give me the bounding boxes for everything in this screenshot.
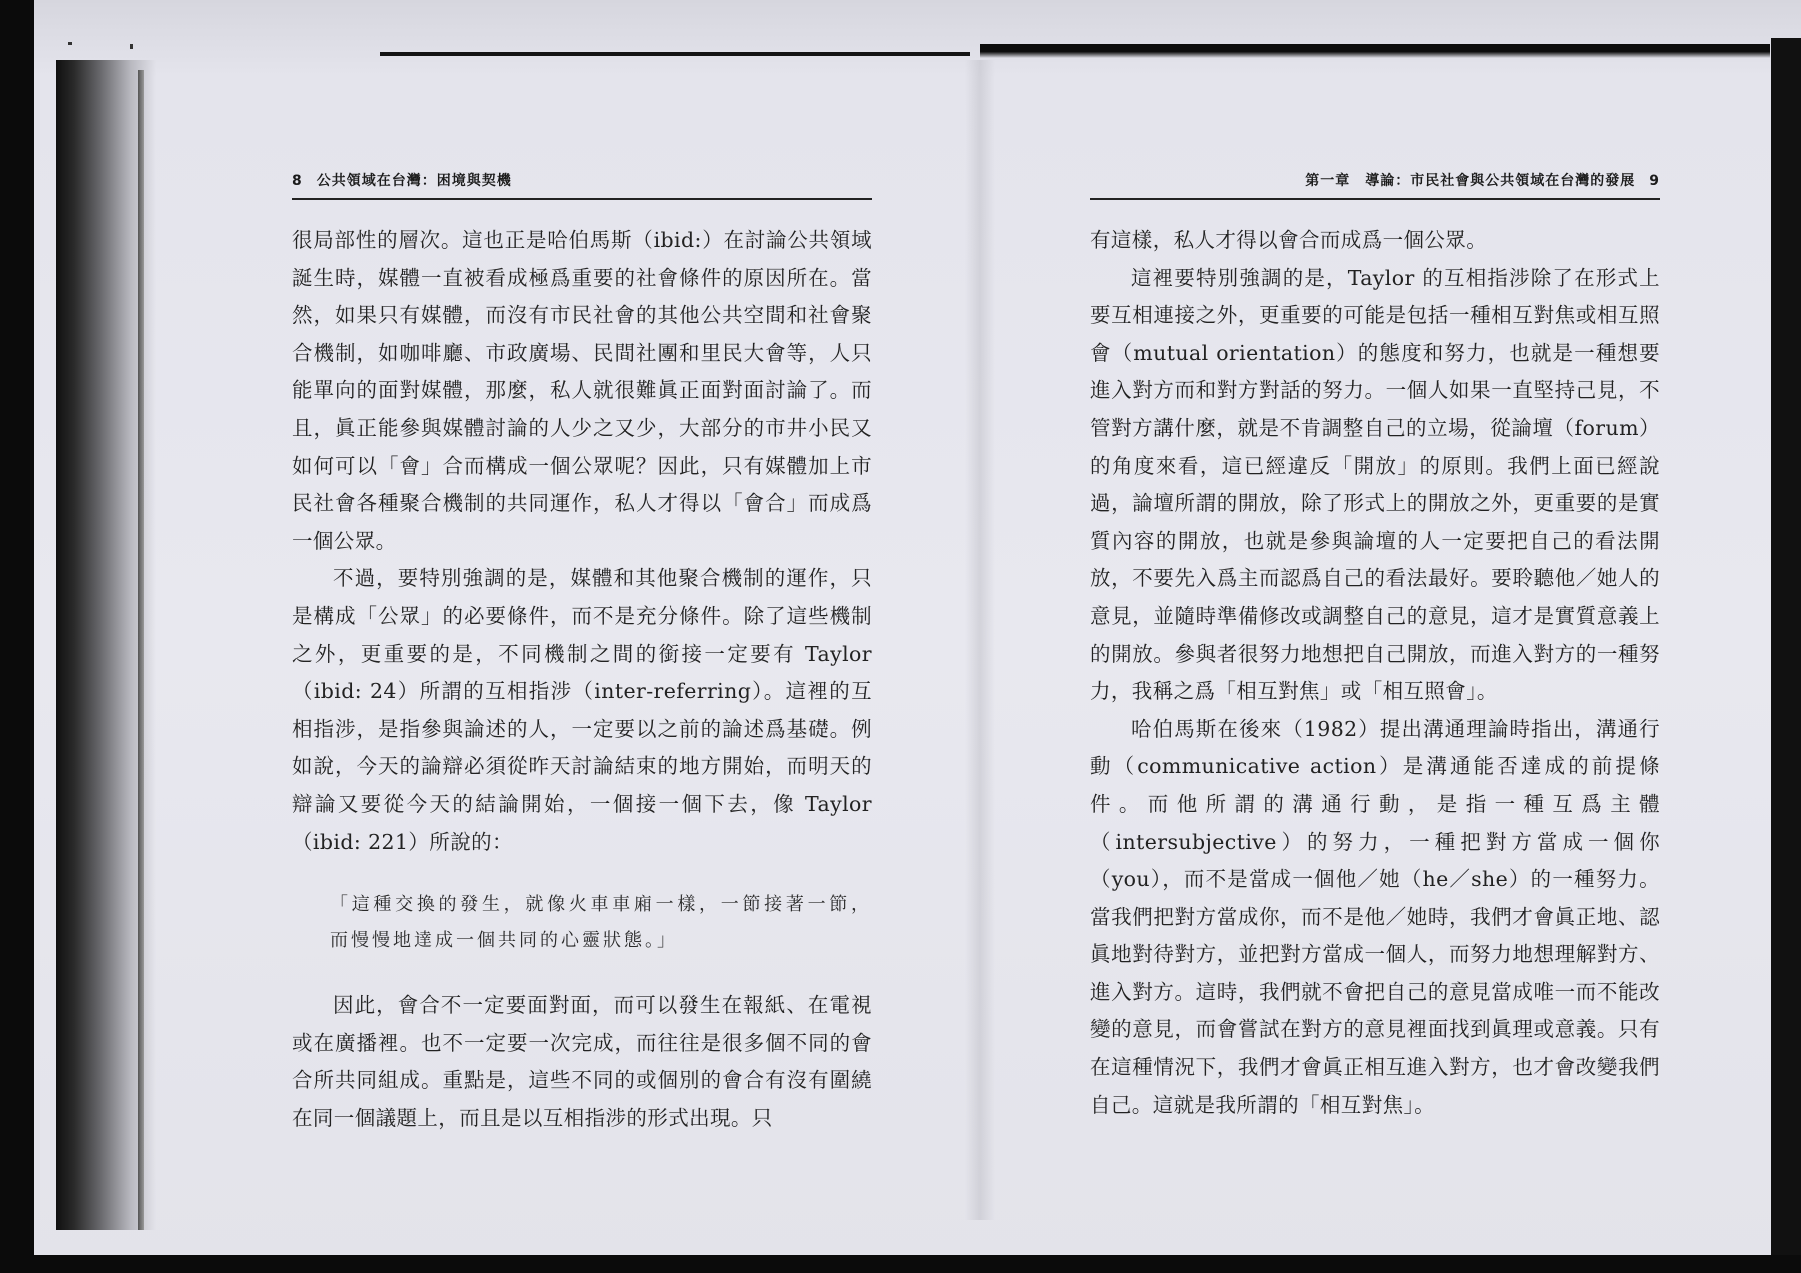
- left-page: [292, 170, 872, 1137]
- scan-border-right: [1771, 38, 1801, 1273]
- right-running-head: [1090, 170, 1660, 200]
- paragraph: 很局部性的層次。這也正是哈伯馬斯（ibid:）在討論公共領域誕生時，媒體一直被看成極爲重要的社會條件的原因所在。當然，如果只有媒體，而沒有市民社會的其他公共空間和社會聚合機制，如咖啡廳、市政廣場、民間社團和里民大會等，人只能單向的面對媒體，那麼，私人就很難眞正面對面討論了。而且，眞正能參與媒體討論的人少之又少，大部分的市井小民又如何可以「會」合而構成一個公眾呢？因此，只有媒體加上市民社會各種聚合機制的共同運作，私人才得以「會合」而成爲一個公眾。: [292, 228, 872, 553]
- paragraph: 這裡要特別強調的是，Taylor 的互相指涉除了在形式上要互相連接之外，更重要的可能是包括一種相互對焦或相互照會（mutual orientation）的態度和努力，也就是一種想要進入對方而和對方對話的努力。一個人如果一直堅持己見，不管對方講什麼，就是不肯調整自己的立場，從論壇（forum）的角度來看，這已經違反「開放」的原則。我們上面已經說過，論壇所謂的開放，除了形式上的開放之外，更重要的是實質內容的開放，也就是參與論壇的人一定要把自己的看法開放，不要先入爲主而認爲自己的看法最好。要聆聽他／她人的意見，並隨時準備修改或調整自己的意見，這才是實質意義上的開放。參與者很努力地想把自己開放，而進入對方的一種努力，我稱之爲「相互對焦」或「相互照會」。: [1090, 265, 1660, 704]
- left-body-text: [292, 222, 872, 1137]
- center-gutter: [965, 60, 995, 1220]
- right-page-number: 9: [1649, 173, 1660, 189]
- right-body-text: [1090, 222, 1660, 1124]
- right-running-title: 第一章 導論：市民社會與公共領域在台灣的發展: [1305, 173, 1636, 189]
- book-edge-line: [138, 70, 144, 1230]
- left-running-head: [292, 170, 872, 200]
- paragraph: 因此，會合不一定要面對面，而可以發生在報紙、在電視或在廣播裡。也不一定要一次完成，而往往是很多個不同的會合所共同組成。重點是，這些不同的或個別的會合有沒有圍繞在同一個議題上，而且是以互相指涉的形式出現。只: [292, 993, 872, 1130]
- right-page: [1090, 170, 1660, 1124]
- left-page-number: 8: [292, 173, 303, 189]
- paragraph: 不過，要特別強調的是，媒體和其他聚合機制的運作，只是構成「公眾」的必要條件，而不是充分條件。除了這些機制之外，更重要的是，不同機制之間的銜接一定要有 Taylor（ibid: 24）所謂的互相指涉（inter-referring）。這裡的互相指涉，是指參與論述的人，一定要以之前的論述爲基礎。例如說，今天的論辯必須從昨天討論結束的地方開始，而明天的辯論又要從今天的結論開始，一個接一個下去，像 Taylor（ibid: 221）所說的：: [292, 566, 872, 854]
- scan-border-left: [0, 0, 34, 1273]
- scan-border-bottom: [0, 1255, 1801, 1273]
- paragraph: 有這樣，私人才得以會合而成爲一個公眾。: [1090, 228, 1488, 252]
- left-running-title: 公共領域在台灣：困境與契機: [316, 173, 512, 189]
- paragraph: 哈伯馬斯在後來（1982）提出溝通理論時指出，溝通行動（communicative action）是溝通能否達成的前提條件。而他所謂的溝通行動，是指一種互爲主體（intersubjective）的努力，一種把對方當成一個你（you），而不是當成一個他／她（he／she）的一種努力。當我們把對方當成你，而不是他／她時，我們才會眞正地、認眞地對待對方，並把對方當成一個人，而努力地想理解對方、進入對方。這時，我們就不會把自己的意見當成唯一而不能改變的意見，而會嘗試在對方的意見裡面找到眞理或意義。只有在這種情況下，我們才會眞正相互進入對方，也才會改變我們自己。這就是我所謂的「相互對焦」。: [1090, 716, 1660, 1117]
- page-top-edge-shadow: [980, 44, 1770, 58]
- scan-speck: [68, 42, 72, 45]
- scan-speck: [130, 44, 133, 49]
- page-top-edge: [380, 52, 970, 56]
- block-quote: 「這種交換的發生，就像火車車廂一樣，一節接著一節，而慢慢地達成一個共同的心靈狀態。」: [330, 894, 872, 952]
